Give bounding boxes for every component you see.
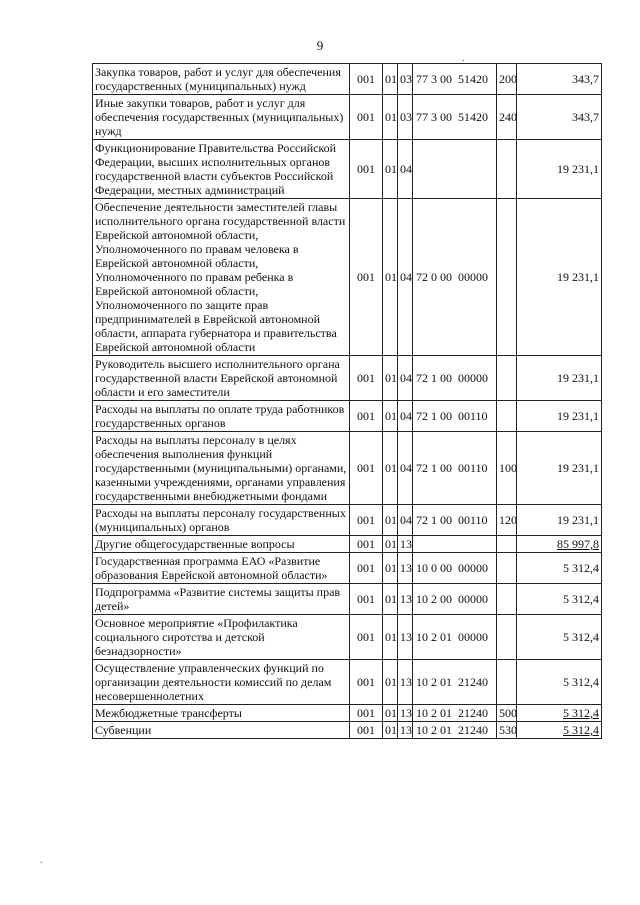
ved-code: 001 (350, 432, 383, 505)
target-article-code: 72 1 00 00110 (413, 401, 497, 432)
row-name: Другие общегосударственные вопросы (93, 536, 350, 553)
target-article-code (413, 536, 497, 553)
amount: 19 231,1 (517, 356, 602, 401)
target-article-code: 72 0 00 00000 (413, 199, 497, 356)
expense-type-code (497, 536, 517, 553)
ved-code: 001 (350, 553, 383, 584)
target-article-code: 10 2 00 00000 (413, 584, 497, 615)
amount: 5 312,4 (517, 722, 602, 739)
ved-code: 001 (350, 660, 383, 705)
row-name: Государственная программа ЕАО «Развитие образования Еврейской автономной области» (93, 553, 350, 584)
ved-code: 001 (350, 505, 383, 536)
subsection-code: 04 (398, 432, 413, 505)
subsection-code: 13 (398, 615, 413, 660)
section-code: 01 (383, 536, 398, 553)
subsection-code: 13 (398, 722, 413, 739)
table-row (93, 705, 602, 722)
subsection-code: 13 (398, 536, 413, 553)
row-name: Функционирование Правительства Российской Федерации, высших исполнительных органов государственной власти субъектов Российской Федерации, местных администраций (93, 140, 350, 199)
row-name: Осуществление управленческих функций по организации деятельности комиссий по делам несовершеннолетних (93, 660, 350, 705)
ved-code: 001 (350, 356, 383, 401)
ved-code: 001 (350, 722, 383, 739)
target-article-code: 77 3 00 51420 (413, 95, 497, 140)
expense-type-code: 200 (497, 64, 517, 95)
amount: 5 312,4 (517, 705, 602, 722)
target-article-code: 72 1 00 00000 (413, 356, 497, 401)
expense-type-code (497, 401, 517, 432)
row-name: Руководитель высшего исполнительного органа государственной власти Еврейской автономной области и его заместители (93, 356, 350, 401)
table-row (93, 553, 602, 584)
scan-dot: . (462, 53, 465, 64)
ved-code: 001 (350, 64, 383, 95)
row-name: Подпрограмма «Развитие системы защиты прав детей» (93, 584, 350, 615)
target-article-code: 10 2 01 00000 (413, 615, 497, 660)
amount: 19 231,1 (517, 140, 602, 199)
expense-type-code (497, 615, 517, 660)
target-article-code: 10 2 01 21240 (413, 722, 497, 739)
target-article-code: 10 2 01 21240 (413, 705, 497, 722)
section-code: 01 (383, 432, 398, 505)
table-row (93, 584, 602, 615)
table-row (93, 660, 602, 705)
row-name: Расходы на выплаты по оплате труда работников государственных органов (93, 401, 350, 432)
scan-dot: . (40, 855, 43, 866)
amount: 5 312,4 (517, 584, 602, 615)
ved-code: 001 (350, 199, 383, 356)
row-name: Основное мероприятие «Профилактика социального сиротства и детской безнадзорности» (93, 615, 350, 660)
amount: 85 997,8 (517, 536, 602, 553)
section-code: 01 (383, 705, 398, 722)
target-article-code: 10 2 01 21240 (413, 660, 497, 705)
ved-code: 001 (350, 615, 383, 660)
expense-type-code: 100 (497, 432, 517, 505)
table-row (93, 199, 602, 356)
expense-type-code (497, 356, 517, 401)
section-code: 01 (383, 199, 398, 356)
target-article-code: 77 3 00 51420 (413, 64, 497, 95)
amount: 5 312,4 (517, 615, 602, 660)
expense-type-code (497, 140, 517, 199)
expense-type-code: 530 (497, 722, 517, 739)
target-article-code (413, 140, 497, 199)
amount: 343,7 (517, 95, 602, 140)
row-name: Межбюджетные трансферты (93, 705, 350, 722)
subsection-code: 04 (398, 199, 413, 356)
subsection-code: 04 (398, 356, 413, 401)
target-article-code: 72 1 00 00110 (413, 432, 497, 505)
section-code: 01 (383, 95, 398, 140)
row-name: Иные закупки товаров, работ и услуг для обеспечения государственных (муниципальных) нужд (93, 95, 350, 140)
subsection-code: 13 (398, 705, 413, 722)
ved-code: 001 (350, 95, 383, 140)
row-name: Обеспечение деятельности заместителей главы исполнительного органа государственной власти Еврейской автономной области, Уполномоченного по правам человека в Еврейской автономной области, Уполномоченного по правам ребенка в Еврейской автономной области, Уполномоченного по защите прав предпринимателей в Еврейской автономной области, аппарата губернатора и правительства Еврейской автономной области (93, 199, 350, 356)
subsection-code: 03 (398, 64, 413, 95)
subsection-code: 04 (398, 505, 413, 536)
row-name: Субвенции (93, 722, 350, 739)
amount: 19 231,1 (517, 505, 602, 536)
table-row (93, 505, 602, 536)
subsection-code: 13 (398, 553, 413, 584)
ved-code: 001 (350, 705, 383, 722)
expense-type-code: 500 (497, 705, 517, 722)
amount: 19 231,1 (517, 401, 602, 432)
table-row (93, 356, 602, 401)
ved-code: 001 (350, 536, 383, 553)
section-code: 01 (383, 140, 398, 199)
section-code: 01 (383, 64, 398, 95)
expense-type-code (497, 660, 517, 705)
ved-code: 001 (350, 584, 383, 615)
table-row (93, 95, 602, 140)
ved-code: 001 (350, 140, 383, 199)
table-row (93, 615, 602, 660)
section-code: 01 (383, 401, 398, 432)
amount: 19 231,1 (517, 199, 602, 356)
section-code: 01 (383, 505, 398, 536)
ved-code: 001 (350, 401, 383, 432)
target-article-code: 10 0 00 00000 (413, 553, 497, 584)
table-row (93, 536, 602, 553)
subsection-code: 13 (398, 584, 413, 615)
subsection-code: 04 (398, 140, 413, 199)
section-code: 01 (383, 584, 398, 615)
amount: 5 312,4 (517, 660, 602, 705)
section-code: 01 (383, 660, 398, 705)
amount: 343,7 (517, 64, 602, 95)
section-code: 01 (383, 553, 398, 584)
section-code: 01 (383, 722, 398, 739)
row-name: Расходы на выплаты персоналу в целях обеспечения выполнения функций государственными (муниципальными) органами, казенными учреждениями, органами управления государственными внебюджетными фондами (93, 432, 350, 505)
target-article-code: 72 1 00 00110 (413, 505, 497, 536)
table-row (93, 140, 602, 199)
subsection-code: 04 (398, 401, 413, 432)
subsection-code: 13 (398, 660, 413, 705)
row-name: Расходы на выплаты персоналу государственных (муниципальных) органов (93, 505, 350, 536)
table-row (93, 432, 602, 505)
section-code: 01 (383, 356, 398, 401)
section-code: 01 (383, 615, 398, 660)
table-row (93, 722, 602, 739)
page-number: 9 (316, 38, 324, 53)
expense-type-code (497, 553, 517, 584)
expense-type-code (497, 199, 517, 356)
expense-type-code (497, 584, 517, 615)
subsection-code: 03 (398, 95, 413, 140)
expense-type-code: 240 (497, 95, 517, 140)
amount: 5 312,4 (517, 553, 602, 584)
table-row (93, 64, 602, 95)
amount: 19 231,1 (517, 432, 602, 505)
expense-type-code: 120 (497, 505, 517, 536)
table-row (93, 401, 602, 432)
budget-table (92, 63, 602, 739)
row-name: Закупка товаров, работ и услуг для обеспечения государственных (муниципальных) нужд (93, 64, 350, 95)
